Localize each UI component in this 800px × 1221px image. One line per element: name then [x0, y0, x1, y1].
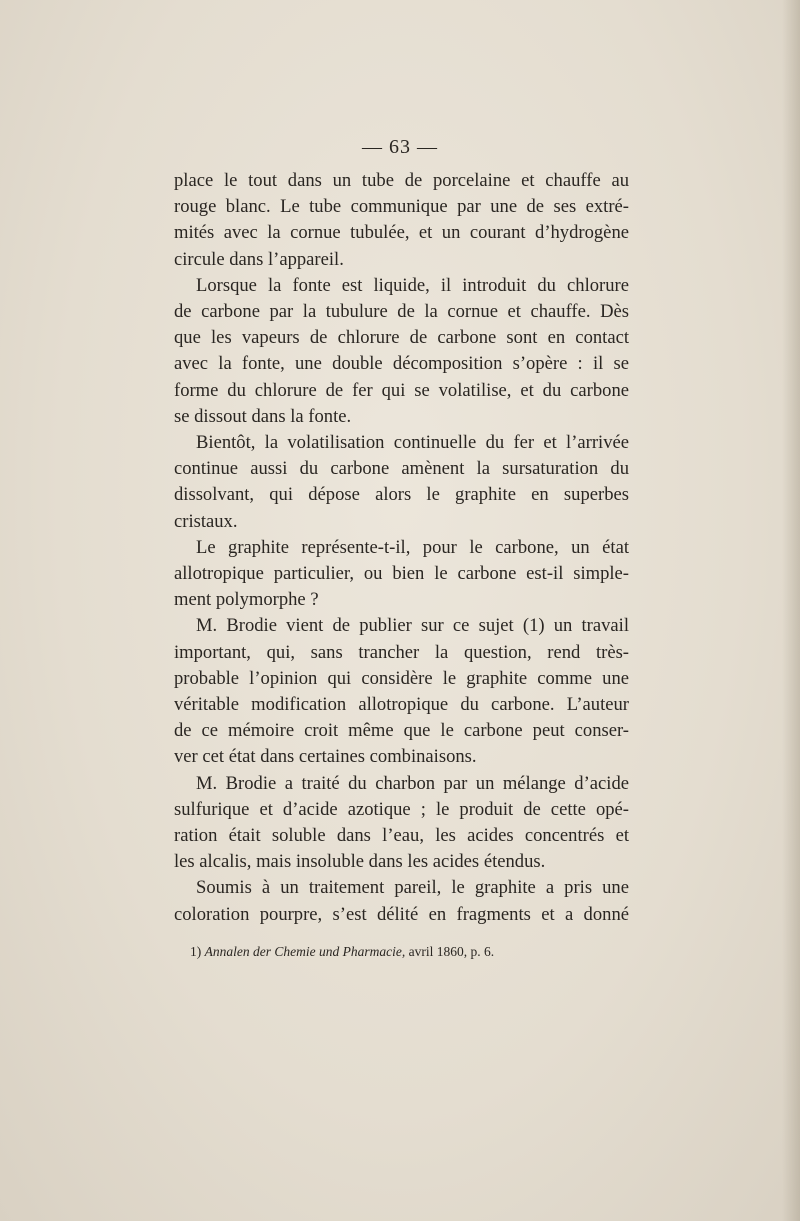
paragraph — [174, 875, 629, 927]
text-line: Le graphite représente-t-il, pour le carbone, un état — [196, 536, 629, 558]
footnote — [190, 944, 494, 960]
text-line: avec la fonte, une double décomposition s’opère : il se — [174, 353, 629, 375]
paragraph — [174, 771, 629, 876]
text-line: se dissout dans la fonte. — [174, 405, 352, 427]
text-line: ration était soluble dans l’eau, les acides concentrés et — [174, 825, 629, 847]
text-line: rouge blanc. Le tube communique par une de ses extré- — [174, 196, 629, 218]
text-line: Bientôt, la volatilisation continuelle du fer et l’arrivée — [196, 432, 629, 454]
text-line: ment polymorphe ? — [174, 589, 319, 611]
text-line: important, qui, sans trancher la question, rend très- — [174, 641, 629, 663]
text-line: allotropique particulier, ou bien le carbone est-il simple- — [174, 563, 629, 585]
text-line: probable l’opinion qui considère le graphite comme une — [174, 667, 629, 689]
footnote-marker: 1) — [190, 944, 202, 959]
text-line: Soumis à un traitement pareil, le graphite a pris une — [196, 877, 629, 899]
paragraph — [174, 168, 629, 273]
paragraph — [174, 613, 629, 770]
text-line: forme du chlorure de fer qui se volatilise, et du carbone — [174, 379, 629, 401]
text-line: cristaux. — [174, 510, 238, 532]
paragraph — [174, 273, 629, 430]
footnote-details: avril 1860, p. 6. — [408, 944, 495, 959]
text-line: de carbone par la tubulure de la cornue et chauffe. Dès — [174, 301, 629, 323]
text-line: dissolvant, qui dépose alors le graphite en superbes — [174, 484, 629, 506]
text-line: de ce mémoire croit même que le carbone peut conser- — [174, 720, 629, 742]
text-line: véritable modification allotropique du carbone. L’auteur — [174, 694, 629, 716]
text-line: que les vapeurs de chlorure de carbone sont en contact — [174, 327, 629, 349]
text-line: mités avec la cornue tubulée, et un courant d’hydrogène — [174, 222, 629, 244]
paragraph — [174, 430, 629, 535]
text-line: continue aussi du carbone amènent la sursaturation du — [174, 458, 629, 480]
text-line: coloration pourpre, s’est délité en fragments et a donné — [174, 903, 629, 925]
text-line: sulfurique et d’acide azotique ; le produit de cette opé- — [174, 798, 629, 820]
footnote-source-title: Annalen der Chemie und Pharmacie, — [204, 944, 406, 959]
text-line: les alcalis, mais insoluble dans les acides étendus. — [174, 851, 546, 873]
text-line: M. Brodie a traité du charbon par un mélange d’acide — [196, 772, 629, 794]
page-number: — 63 — — [362, 136, 438, 158]
text-line: M. Brodie vient de publier sur ce sujet (1) un travail — [196, 615, 629, 637]
paragraph — [174, 535, 629, 614]
text-line: circule dans l’appareil. — [174, 248, 344, 270]
text-line: Lorsque la fonte est liquide, il introduit du chlorure — [196, 274, 629, 296]
body-text — [174, 168, 629, 928]
text-line: place le tout dans un tube de porcelaine et chauffe au — [174, 170, 629, 191]
text-line: ver cet état dans certaines combinaisons. — [174, 746, 477, 768]
